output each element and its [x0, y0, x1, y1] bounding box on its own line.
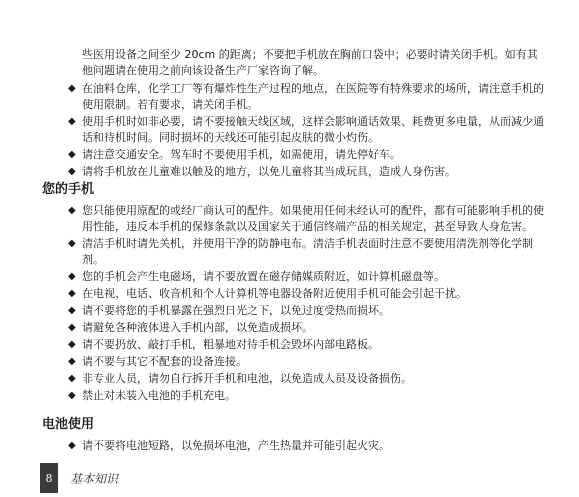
list-item: ◆ 请不要将您的手机暴露在强烈日光之下，以免过度受热而损坏。: [68, 304, 390, 317]
diamond-bullet-icon: ◆: [68, 149, 76, 160]
diamond-bullet-icon: ◆: [68, 238, 76, 249]
list-item: ◆ 在油料仓库，化学工厂等有爆炸性生产过程的地点，在医院等有特殊要求的场所，请注意手机的使用限制。若有要求，请关闭手机。: [68, 82, 544, 111]
list-item: ◆ 您的手机会产生电磁场，请不要放置在磁存储媒质附近，如计算机磁盘等。: [68, 270, 445, 283]
diamond-bullet-icon: ◆: [68, 288, 76, 299]
diamond-bullet-icon: ◆: [68, 339, 76, 350]
battery-list: [68, 438, 548, 455]
diamond-bullet-icon: ◆: [68, 322, 76, 333]
list-item: ◆ 清洁手机时请先关机，并使用干净的防静电布。清洁手机表面时注意不要使用清洗剂等化学制剂。: [68, 237, 533, 266]
diamond-bullet-icon: ◆: [68, 356, 76, 367]
list-item: ◆ 请不要扔放、敲打手机，粗暴地对待手机会毁坏内部电路板。: [68, 338, 379, 351]
diamond-bullet-icon: ◆: [68, 271, 76, 282]
diamond-bullet-icon: ◆: [68, 390, 76, 401]
safety-list: [68, 81, 548, 181]
list-item: ◆ 非专业人员，请勿自行拆开手机和电池，以免造成人员及设备损伤。: [68, 372, 412, 385]
list-item: ◆ 请注意交通安全。驾车时不要使用手机，如需使用，请先停好车。: [68, 148, 401, 161]
section-title-battery-use: 电池使用: [42, 417, 95, 432]
page-footer: [40, 463, 118, 493]
list-item: ◆ 请不要与其它不配套的设备连接。: [68, 355, 247, 368]
list-item: ◆ 在电视、电话、收音机和个人计算机等电器设备附近使用手机可能会引起干扰。: [68, 287, 467, 300]
page-number: 8: [40, 463, 58, 493]
section-title-your-phone: 您的手机: [42, 182, 95, 197]
diamond-bullet-icon: ◆: [68, 373, 76, 384]
chapter-label: 基本知识: [70, 471, 119, 486]
phone-care-list: [68, 203, 548, 405]
diamond-bullet-icon: ◆: [68, 166, 76, 177]
list-item: ◆ 请不要将电池短路，以免损坏电池，产生热量并可能引起火灾。: [68, 439, 390, 452]
list-item: ◆ 您只能使用原配的或经厂商认可的配件。如果使用任何未经认可的配件，都有可能影响手机的使用性能，违反本手机的保修条款以及国家关于通信终端产品的相关规定，甚至导致人身危害。: [68, 204, 544, 233]
continuation-paragraph: 些医用设备之间至少 20cm 的距离；不要把手机放在胸前口袋中；必要时请关闭手机。如有其他问题请在使用之前向该设备生产厂家咨询了解。: [82, 48, 538, 77]
list-item: ◆ 请将手机放在儿童难以触及的地方，以免儿童将其当成玩具，造成人身伤害。: [68, 165, 456, 178]
diamond-bullet-icon: ◆: [68, 205, 76, 216]
diamond-bullet-icon: ◆: [68, 116, 76, 127]
list-item: ◆ 使用手机时如非必要，请不要接触天线区域，这样会影响通话效果、耗费更多电量，从而减少通话和待机时间。同时损坏的天线还可能引起皮肤的微小灼伤。: [68, 115, 544, 144]
list-item: ◆ 请避免各种液体进入手机内部，以免造成损坏。: [68, 321, 313, 334]
diamond-bullet-icon: ◆: [68, 305, 76, 316]
list-item: ◆ 禁止对未装入电池的手机充电。: [68, 389, 236, 402]
diamond-bullet-icon: ◆: [68, 440, 76, 451]
diamond-bullet-icon: ◆: [68, 83, 76, 94]
